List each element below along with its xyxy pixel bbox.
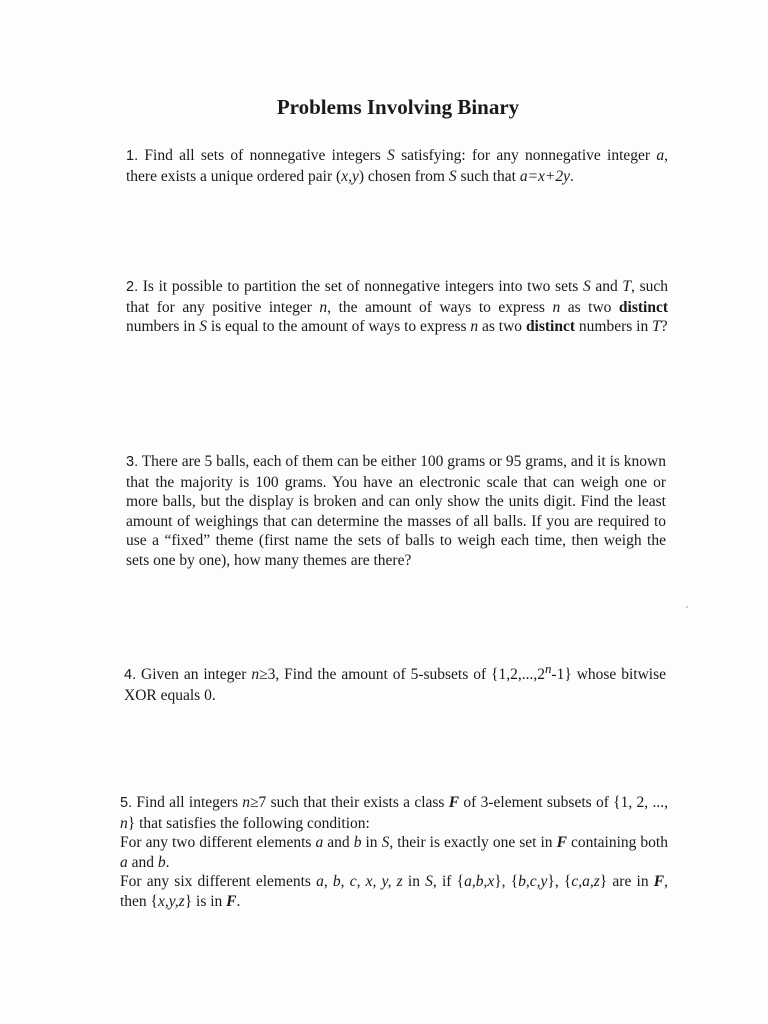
problem-number: 1. [126, 148, 139, 164]
problem-5-condition-2: For any six different elements a, b, c, x, y, z in S, if {a,b,x}, {b,c,y}, {c,a,z} are in F, then {x,y,z} is in F. [120, 873, 668, 910]
problem-1 [126, 146, 668, 186]
problem-number: 2. [126, 279, 139, 295]
problem-2 [126, 277, 668, 337]
document-title: Problems Involving Binary [276, 95, 520, 119]
problem-5-intro: 5. Find all integers n≥7 such that their exists a class F of 3-element subsets of {1, 2, ..., n} that satisfies the following condition: [120, 794, 668, 832]
problem-2-text: 2. Is it possible to partition the set of nonnegative integers into two sets S and T, such that for any positive integer n, the amount of ways to express n as two distinct numbers in S is equal to the amount of ways to express n as two distinct numbers in T? [126, 278, 669, 335]
problem-4 [124, 659, 666, 705]
problem-number: 5. [120, 795, 133, 811]
problem-3 [126, 452, 666, 570]
problem-3-text: 3. There are 5 balls, each of them can be either 100 grams or 95 grams, and it is known that the majority is 100 grams. You have an electronic scale that can weigh one or more balls, but the display is broken and can only show the units digit. Find the least amount of weighings that can determine the masses of all balls. If you are required to use a “fixed” theme (first name the sets of balls to weigh each time, then weigh the sets one by one), how many themes are there? [126, 453, 666, 569]
problem-number: 3. [126, 454, 139, 470]
paper-speck [686, 606, 688, 608]
problem-5-condition-1: For any two different elements a and b in S, their is exactly one set in F containing both a and b. [120, 834, 668, 871]
problem-1-text: 1. Find all sets of nonnegative integers S satisfying: for any nonnegative integer a, there exists a unique ordered pair (x,y) chosen from S such that a=x+2y. [126, 147, 668, 185]
problem-number: 4. [124, 667, 137, 684]
problem-5 [120, 793, 668, 911]
problem-4-text: 4. Given an integer n≥3, Find the amount of 5-subsets of {1,2,...,2$^n$-1} whose bitwise XOR equals 0. [124, 661, 666, 704]
